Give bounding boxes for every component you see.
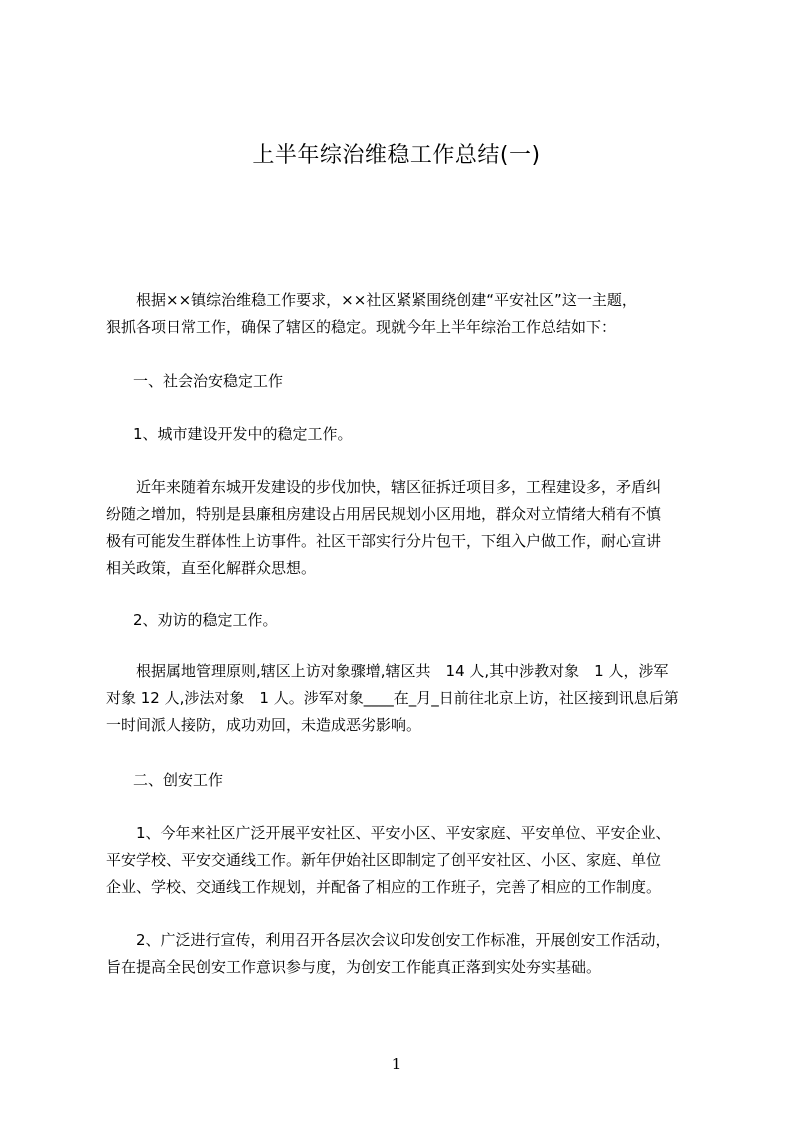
section-heading-2 [118, 767, 223, 794]
text-line: 一时间派人接防，成功劝回，未造成恶劣影响。 [106, 716, 422, 734]
text-line: 根据属地管理原则,辖区上访对象骤增,辖区共 14 人,其中涉教对象 1 人，涉军 [106, 662, 669, 680]
text-line: 对象 12 人,涉法对象 1 人。涉军对象____在_月_日前往北京上访，社区接到讯息后第 [106, 689, 679, 707]
text-line: 2、劝访的稳定工作。 [118, 611, 278, 629]
paragraph-1-2 [106, 658, 679, 739]
section-heading-1 [118, 368, 283, 395]
text-line: 狠抓各项日常工作，确保了辖区的稳定。现就今年上半年综治工作总结如下： [106, 318, 617, 336]
text-line: 1、今年来社区广泛开展平安社区、平安小区、平安家庭、平安单位、平安企业、 [106, 824, 671, 842]
paragraph-intro [106, 287, 637, 341]
text-line: 近年来随着东城开发建设的步伐加快，辖区征拆迁项目多，工程建设多，矛盾纠 [106, 478, 662, 496]
text-line: 2、广泛进行宣传，利用召开各层次会议印发创安工作标准，开展创安工作活动， [106, 931, 671, 949]
text-line: 旨在提高全民创安工作意识参与度，为创安工作能真正落到实处夯实基础。 [106, 958, 602, 976]
subsection-heading-1-1 [118, 421, 353, 448]
paragraph-2-1 [106, 820, 671, 901]
document-title: 上半年综治维稳工作总结(一) [252, 143, 541, 168]
text-line: 极有可能发生群体性上访事件。社区干部实行分片包干，下组入户做工作，耐心宣讲 [106, 532, 662, 550]
text-line: 相关政策，直至化解群众思想。 [106, 559, 317, 577]
paragraph-2-2 [106, 927, 671, 981]
text-line: 平安学校、平安交通线工作。新年伊始社区即制定了创平安社区、小区、家庭、单位 [106, 851, 662, 869]
text-line: 企业、学校、交通线工作规划，并配备了相应的工作班子，完善了相应的工作制度。 [106, 878, 662, 896]
text-line: 一、社会治安稳定工作 [118, 372, 284, 390]
text-line: 根据××镇综治维稳工作要求，××社区紧紧围绕创建“平安社区”这一主题， [106, 291, 637, 309]
text-line: 纷随之增加，特别是县廉租房建设占用居民规划小区用地，群众对立情绪大稍有不慎 [106, 505, 662, 523]
text-line: 1、城市建设开发中的稳定工作。 [118, 425, 353, 443]
subsection-heading-1-2 [118, 607, 278, 634]
paragraph-1-1 [106, 474, 661, 582]
page-number: 1 [391, 1055, 402, 1073]
text-line: 二、创安工作 [118, 771, 224, 789]
